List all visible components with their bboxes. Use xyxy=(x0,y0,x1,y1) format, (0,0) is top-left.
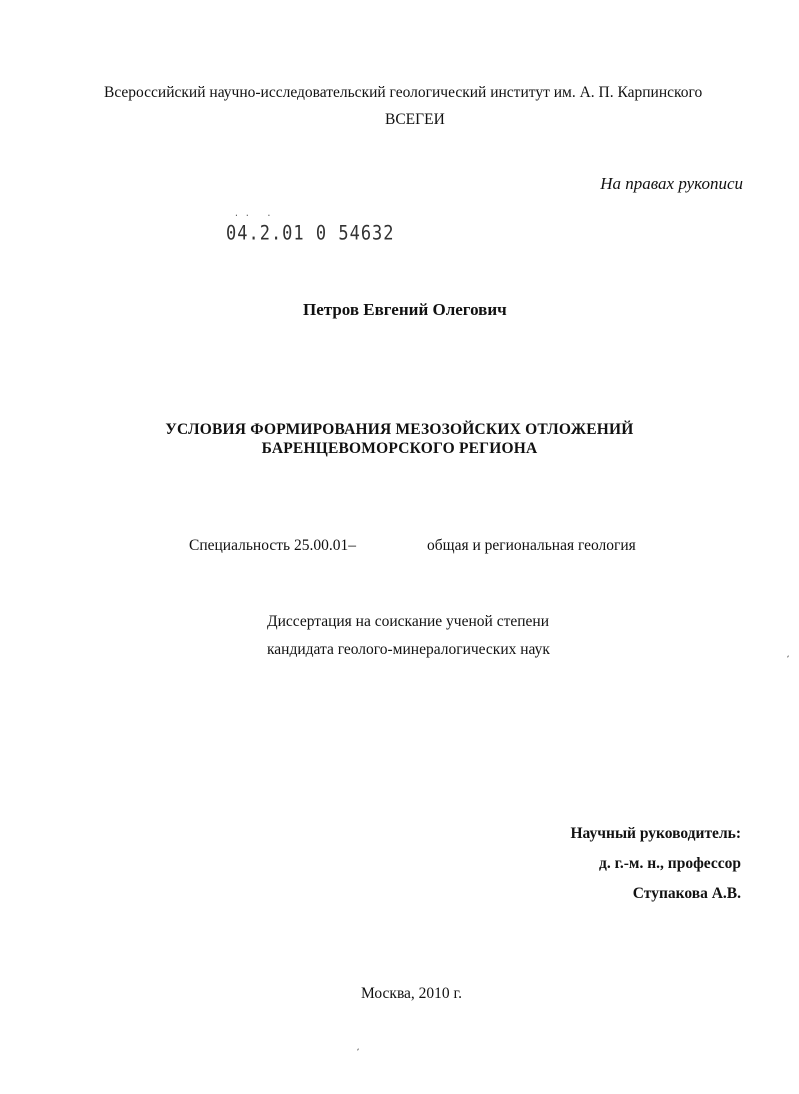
degree-line-2: кандидата геолого-минералогических наук xyxy=(267,641,550,658)
degree-line-1: Диссертация на соискание ученой степени xyxy=(267,613,549,630)
title-line-2: БАРЕНЦЕВОМОРСКОГО РЕГИОНА xyxy=(261,440,538,457)
scan-speck xyxy=(787,655,789,657)
rights-note: На правах рукописи xyxy=(600,174,743,193)
stamp-dots: ·· · xyxy=(234,210,278,221)
degree-statement xyxy=(267,608,550,664)
registry-code-text: 04.2.01 0 54632 xyxy=(226,222,395,245)
specialty-value: общая и региональная геология xyxy=(427,537,636,554)
dissertation-title xyxy=(0,420,799,458)
registry-code-stamp xyxy=(226,210,395,245)
advisor-degree: д. г.-м. н., профессор xyxy=(598,855,741,872)
institute-abbreviation: ВСЕГЕИ xyxy=(385,111,445,128)
institute-name: Всероссийский научно-исследовательский геологический институт им. А. П. Карпинского xyxy=(104,84,703,101)
author-name: Петров Евгений Олегович xyxy=(303,300,507,319)
scan-speck xyxy=(357,1048,359,1050)
title-line-1: УСЛОВИЯ ФОРМИРОВАНИЯ МЕЗОЗОЙСКИХ ОТЛОЖЕНИЙ xyxy=(165,421,634,438)
advisor-name: Ступакова А.В. xyxy=(632,885,741,902)
city-year: Москва, 2010 г. xyxy=(361,985,463,1002)
specialty-label: Специальность 25.00.01– xyxy=(189,537,356,554)
advisor-label: Научный руководитель: xyxy=(570,825,741,842)
